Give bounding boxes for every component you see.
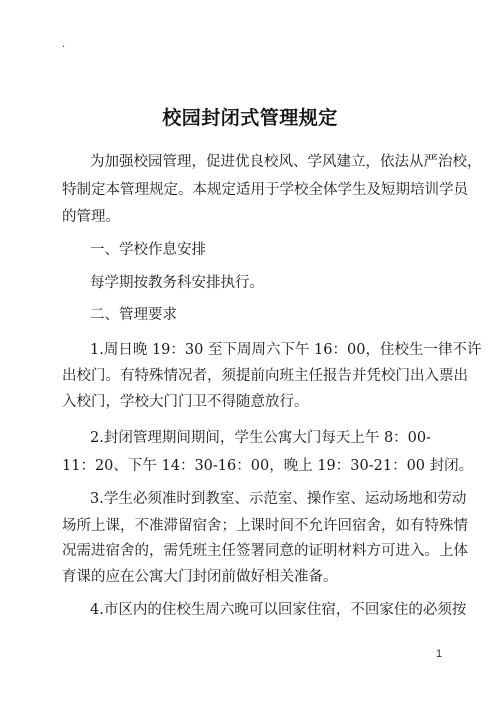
page-number: 1 xyxy=(436,648,443,660)
item-3-line-1: 3.学生必须准时到教室、示范室、操作室、运动场地和劳动 xyxy=(90,491,467,507)
item-2-line-1: 2.封闭管理期间期间，学生公寓大门每天上午 8：00- xyxy=(90,430,432,446)
item-1-line-3: 入校门，学校大门门卫不得随意放行。 xyxy=(62,394,309,410)
document-title: 校园封闭式管理规定 xyxy=(162,107,338,129)
item-3-line-4: 育课的应在公寓大门封闭前做好相关准备。 xyxy=(62,569,338,585)
paragraph-1-line-1: 为加强校园管理，促进优良校风、学风建立，依法从严治校， xyxy=(90,154,482,170)
paragraph-schedule: 每学期按教务科安排执行。 xyxy=(90,275,264,291)
paragraph-1-line-2: 特制定本管理规定。本规定适用于学校全体学生及短期培训学员 xyxy=(62,182,468,198)
corner-mark: . xyxy=(62,39,66,50)
paragraph-1-line-3: 的管理。 xyxy=(62,209,120,225)
section-heading-requirements: 二、管理要求 xyxy=(90,307,177,323)
item-2-line-2: 11：20、下午 14：30-16：00，晚上 19：30-21：00 封闭。 xyxy=(62,458,474,474)
section-heading-schedule: 一、学校作息安排 xyxy=(90,242,206,258)
item-1-line-1: 1.周日晚 19：30 至下周周六下午 16：00，住校生一律不许 xyxy=(90,342,482,358)
item-3-line-3: 况需进宿舍的，需凭班主任签署同意的证明材料方可进入。上体 xyxy=(62,543,468,559)
item-1-line-2: 出校门。有特殊情况者，须提前向班主任报告并凭校门出入票出 xyxy=(62,368,468,384)
item-4-line-1: 4.市区内的住校生周六晚可以回家住宿，不回家住的必须按 xyxy=(90,602,467,618)
item-3-line-2: 场所上课，不准滞留宿舍；上课时间不允许回宿舍，如有特殊情 xyxy=(62,518,468,534)
